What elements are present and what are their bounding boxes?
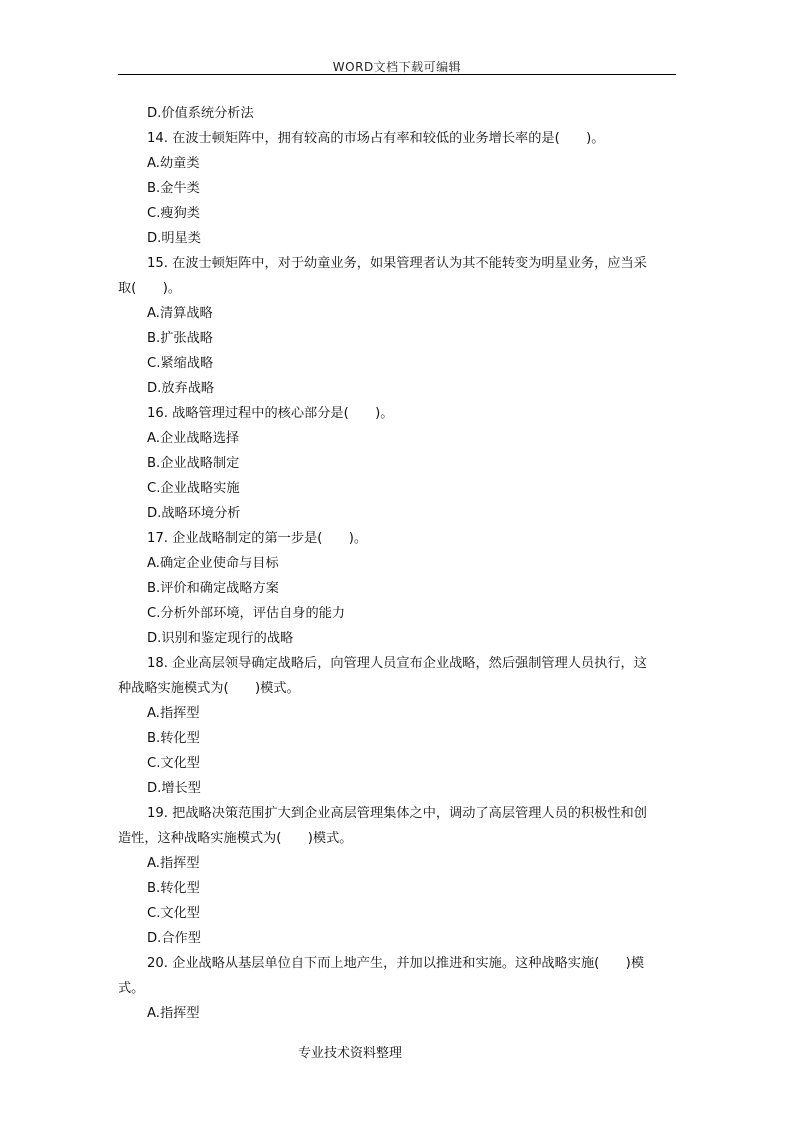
text-line: 种战略实施模式为( )模式。 <box>118 681 300 696</box>
text-line: D.价值系统分析法 <box>147 106 254 121</box>
text-line: D.合作型 <box>147 931 201 946</box>
document-body <box>118 101 678 1026</box>
text-line: B.转化型 <box>147 731 200 746</box>
header-divider <box>118 74 676 75</box>
text-line: D.战略环境分析 <box>147 506 241 521</box>
text-line: B.扩张战略 <box>147 331 213 346</box>
text-line: C.企业战略实施 <box>147 481 240 496</box>
text-line: A.企业战略选择 <box>147 431 240 446</box>
text-line: 16. 战略管理过程中的核心部分是( )。 <box>147 406 394 421</box>
text-line: C.文化型 <box>147 906 200 921</box>
page-footer: 专业技术资料整理 <box>297 1046 402 1061</box>
text-line: A.指挥型 <box>147 1006 200 1021</box>
text-line: B.金牛类 <box>147 181 200 196</box>
text-line: 18. 企业高层领导确定战略后，向管理人员宣布企业战略，然后强制管理人员执行，这 <box>147 656 647 671</box>
text-line: A.指挥型 <box>147 706 200 721</box>
text-line: A.确定企业使命与目标 <box>147 556 279 571</box>
text-line: C.文化型 <box>147 756 200 771</box>
text-line: A.清算战略 <box>147 306 213 321</box>
text-line: 15. 在波士顿矩阵中，对于幼童业务，如果管理者认为其不能转变为明星业务，应当采 <box>147 256 647 271</box>
text-line: 20. 企业战略从基层单位自下而上地产生，并加以推进和实施。这种战略实施( )模 <box>147 956 645 971</box>
text-line: 造性，这种战略实施模式为( )模式。 <box>118 831 353 846</box>
text-line: 取( )。 <box>118 281 182 296</box>
text-line: B.转化型 <box>147 881 200 896</box>
text-line: C.分析外部环境，评估自身的能力 <box>147 606 346 621</box>
text-line: D.识别和鉴定现行的战略 <box>147 631 294 646</box>
text-line: C.紧缩战略 <box>147 356 214 371</box>
text-line: 式。 <box>118 981 145 996</box>
text-line: 17. 企业战略制定的第一步是( )。 <box>147 531 368 546</box>
text-line: 14. 在波士顿矩阵中，拥有较高的市场占有率和较低的业务增长率的是( )。 <box>147 131 605 146</box>
text-line: D.增长型 <box>147 781 201 796</box>
text-line: C.瘦狗类 <box>147 206 200 221</box>
text-line: D.明星类 <box>147 231 201 246</box>
text-line: D.放弃战略 <box>147 381 215 396</box>
text-line: A.指挥型 <box>147 856 200 871</box>
page-header: WORD文档下载可编辑 <box>332 60 462 74</box>
text-line: A.幼童类 <box>147 156 200 171</box>
text-line: B.企业战略制定 <box>147 456 240 471</box>
text-line: 19. 把战略决策范围扩大到企业高层管理集体之中，调动了高层管理人员的积极性和创 <box>147 806 647 821</box>
text-line: B.评价和确定战略方案 <box>147 581 279 596</box>
